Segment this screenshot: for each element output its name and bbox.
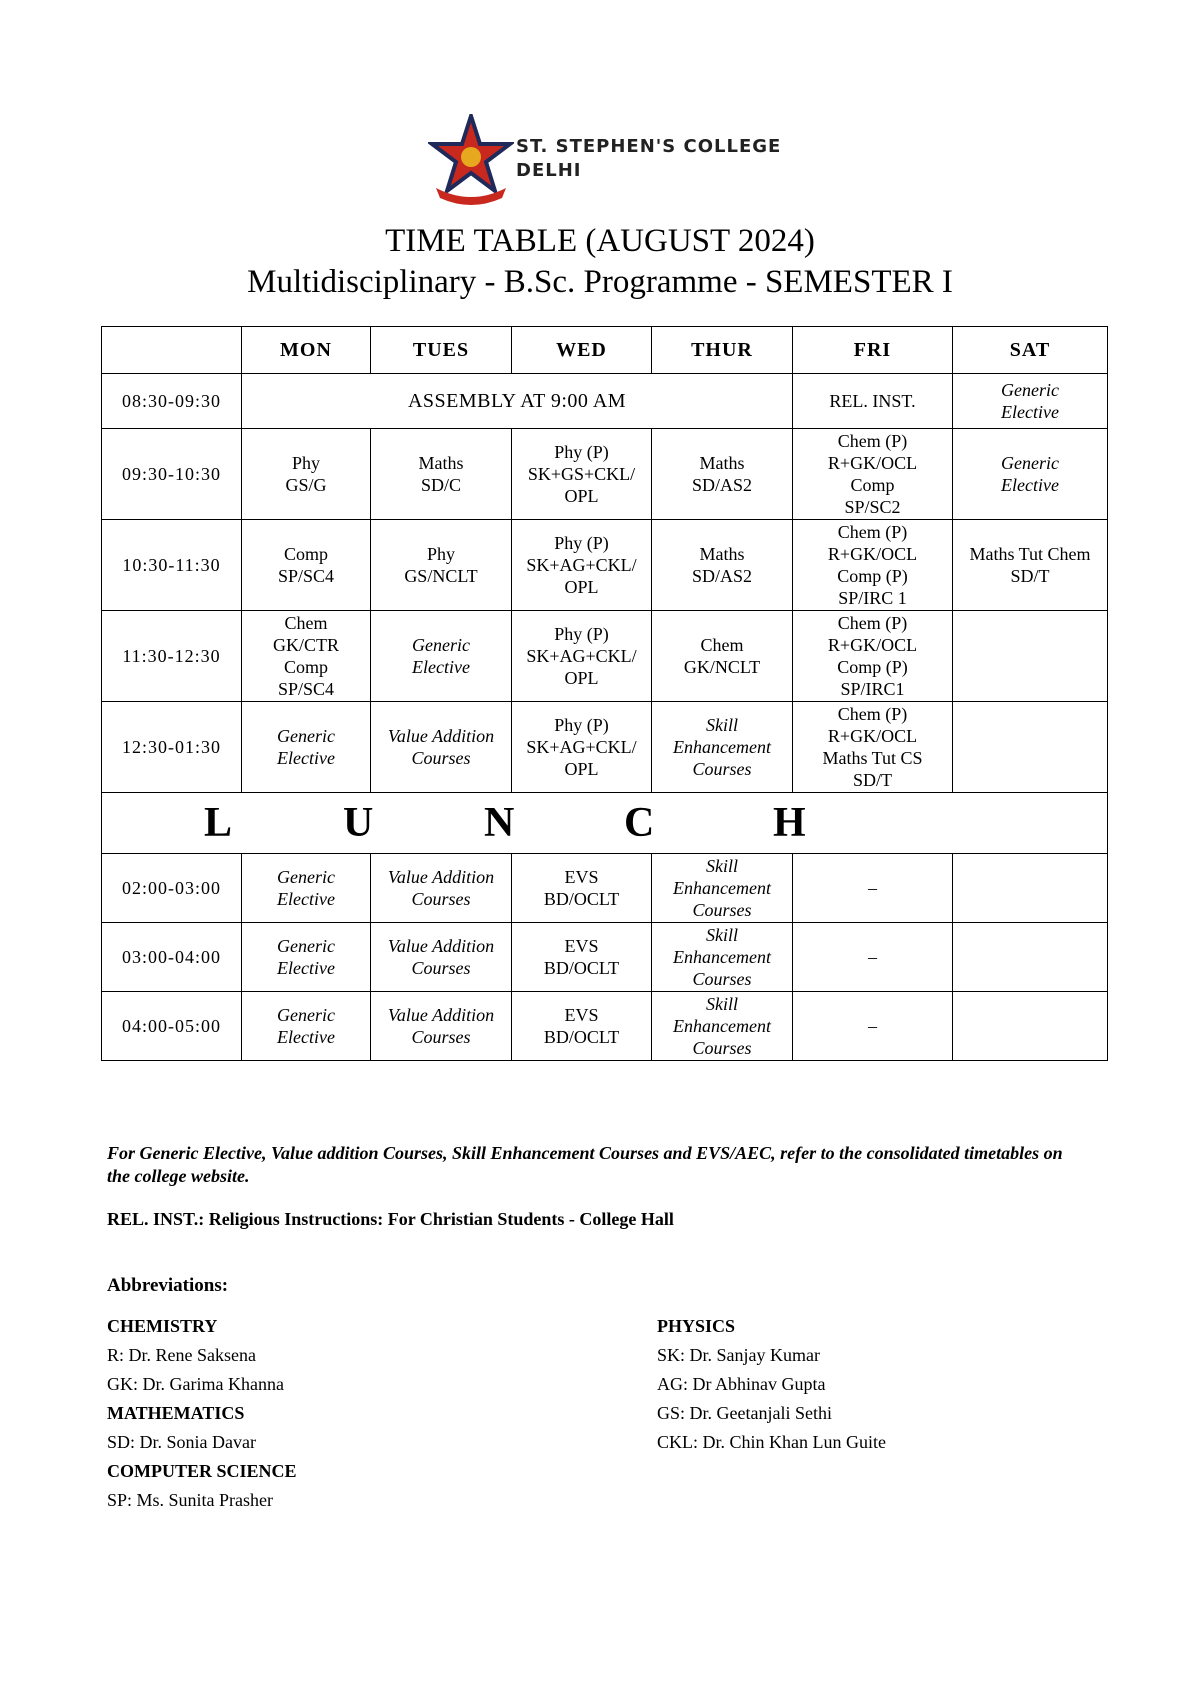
lunch-cell <box>102 793 1108 854</box>
abbreviation-item: GS: Dr. Geetanjali Sethi <box>657 1403 832 1423</box>
cell-line: Generic <box>412 635 470 655</box>
schedule-cell <box>953 992 1108 1061</box>
lunch-letter: C <box>624 800 655 846</box>
abbreviation-heading: PHYSICS <box>657 1316 736 1336</box>
assembly-cell: ASSEMBLY AT 9:00 AM <box>242 374 793 429</box>
day-header: MON <box>242 327 371 374</box>
cell-line: Generic <box>277 726 335 746</box>
cell-line: R+GK/OCL <box>827 726 918 746</box>
abbreviation-heading: COMPUTER SCIENCE <box>107 1461 297 1481</box>
assembly-row <box>102 374 1108 429</box>
lunch-letter: L <box>204 800 233 846</box>
schedule-cell <box>953 854 1108 923</box>
abbreviation-item: R: Dr. Rene Saksena <box>107 1345 256 1365</box>
abbreviation-item: SD: Dr. Sonia Davar <box>107 1432 256 1452</box>
table-row <box>102 520 1108 611</box>
college-logo <box>428 114 788 206</box>
schedule-cell <box>512 611 652 702</box>
cell-line: Phy (P) <box>554 624 609 644</box>
cell-line: Courses <box>692 900 752 920</box>
table-row <box>102 611 1108 702</box>
schedule-cell <box>512 429 652 520</box>
table-row <box>102 992 1108 1061</box>
cell-line: EVS <box>564 1005 599 1025</box>
schedule-cell <box>652 429 793 520</box>
schedule-cell <box>242 611 371 702</box>
day-header: WED <box>512 327 652 374</box>
cell-line: SP/IRC1 <box>840 679 905 699</box>
time-slot: 11:30-12:30 <box>102 611 242 702</box>
cell-line: SD/T <box>1010 566 1050 586</box>
schedule-cell <box>652 702 793 793</box>
cell-line: R+GK/OCL <box>827 544 918 564</box>
schedule-cell <box>652 520 793 611</box>
schedule-cell <box>371 992 512 1061</box>
cell-line: Chem <box>284 613 328 633</box>
schedule-cell <box>242 923 371 992</box>
cell-line: OPL <box>564 577 599 597</box>
cell-line: Value Addition <box>387 867 495 887</box>
cell-line: Maths Tut CS <box>822 748 923 768</box>
cell-line: SD/C <box>420 475 462 495</box>
cell-line: Phy <box>426 544 455 564</box>
cell-line: Value Addition <box>387 726 495 746</box>
abbreviation-item: SK: Dr. Sanjay Kumar <box>657 1345 820 1365</box>
cell-line: SD/T <box>852 770 892 790</box>
cell-line: SK+AG+CKL/ <box>526 737 637 757</box>
cell-line: BD/OCLT <box>543 958 620 978</box>
cell-line: BD/OCLT <box>543 1027 620 1047</box>
cell-line: GS/NCLT <box>404 566 478 586</box>
schedule-cell <box>371 429 512 520</box>
cell-line: SP/SC4 <box>277 566 335 586</box>
cell-line: Enhancement <box>673 878 771 898</box>
schedule-cell <box>242 429 371 520</box>
day-header: SAT <box>953 327 1108 374</box>
cell-line: EVS <box>564 936 599 956</box>
schedule-cell <box>512 702 652 793</box>
cell-line: Maths Tut Chem <box>969 544 1091 564</box>
page-subtitle: Multidisciplinary - B.Sc. Programme - SEMESTER I <box>247 264 953 300</box>
lunch-letter: U <box>343 800 374 846</box>
cell-line: Courses <box>692 1038 752 1058</box>
cell-line: Enhancement <box>673 737 771 757</box>
cell-line: Chem (P) <box>837 704 908 724</box>
cell-line: Comp (P) <box>837 566 908 586</box>
cell-line: R+GK/OCL <box>827 453 918 473</box>
cell-line: Courses <box>411 1027 471 1047</box>
abbreviations-title: Abbreviations: <box>107 1275 229 1296</box>
cell-line: – <box>868 878 877 898</box>
schedule-cell <box>652 992 793 1061</box>
cell-line: Phy <box>291 453 320 473</box>
cell-line: Generic <box>1001 453 1059 473</box>
cell-line: SD/AS2 <box>691 475 753 495</box>
cell-line: Elective <box>277 1027 335 1047</box>
time-slot: 03:00-04:00 <box>102 923 242 992</box>
cell-line: – <box>868 947 877 967</box>
cell-line: Enhancement <box>673 1016 771 1036</box>
schedule-cell <box>953 923 1108 992</box>
college-city: DELHI <box>516 160 582 181</box>
time-slot: 08:30-09:30 <box>102 374 242 429</box>
time-slot: 10:30-11:30 <box>102 520 242 611</box>
schedule-cell <box>652 923 793 992</box>
cell-line: Phy (P) <box>554 442 609 462</box>
cell-line: Comp <box>850 475 895 495</box>
table-row <box>102 923 1108 992</box>
abbreviation-item: SP: Ms. Sunita Prasher <box>107 1490 274 1510</box>
cell-line: Chem (P) <box>837 522 908 542</box>
cell-line: OPL <box>564 668 599 688</box>
cell-line: SD/AS2 <box>691 566 753 586</box>
timetable <box>101 326 1108 1061</box>
schedule-cell <box>953 611 1108 702</box>
schedule-cell <box>793 854 953 923</box>
abbreviation-heading: CHEMISTRY <box>107 1316 218 1336</box>
rel-inst-cell: REL. INST. <box>793 374 953 429</box>
cell-line: SK+GS+CKL/ <box>527 464 636 484</box>
abbreviations-right-column <box>657 1312 886 1457</box>
cell-line: Chem <box>700 635 744 655</box>
schedule-cell <box>953 429 1108 520</box>
schedule-cell <box>242 992 371 1061</box>
schedule-cell <box>512 854 652 923</box>
rel-inst-note: REL. INST.: Religious Instructions: For Christian Students - College Hall <box>107 1209 674 1229</box>
schedule-cell <box>371 702 512 793</box>
day-header: THUR <box>652 327 793 374</box>
schedule-cell <box>242 702 371 793</box>
cell-line: Chem (P) <box>837 613 908 633</box>
abbreviation-item: GK: Dr. Garima Khanna <box>107 1374 284 1394</box>
cell-line: GK/NCLT <box>683 657 761 677</box>
cell-line: SP/IRC 1 <box>838 588 907 608</box>
cell-line: Elective <box>277 748 335 768</box>
abbreviations-left-column <box>107 1312 297 1515</box>
schedule-cell <box>793 923 953 992</box>
cell-line: GK/CTR <box>272 635 339 655</box>
abbreviation-item: AG: Dr Abhinav Gupta <box>657 1374 826 1394</box>
table-row <box>102 854 1108 923</box>
day-header: FRI <box>793 327 953 374</box>
cell-line: BD/OCLT <box>543 889 620 909</box>
schedule-cell <box>953 520 1108 611</box>
elective-cell <box>953 374 1108 429</box>
day-header: TUES <box>371 327 512 374</box>
cell-line: Generic <box>277 867 335 887</box>
schedule-cell <box>371 854 512 923</box>
schedule-cell <box>793 702 953 793</box>
page-title: TIME TABLE (AUGUST 2024) <box>385 223 815 259</box>
cell-line: Courses <box>692 969 752 989</box>
schedule-cell <box>512 520 652 611</box>
cell-line: SP/SC2 <box>844 497 901 517</box>
time-slot: 09:30-10:30 <box>102 429 242 520</box>
cell-line: Chem (P) <box>837 431 908 451</box>
schedule-cell <box>793 520 953 611</box>
cell-line: Elective <box>1001 402 1059 422</box>
cell-line: Generic <box>277 936 335 956</box>
cell-line: Value Addition <box>387 936 495 956</box>
schedule-cell <box>652 854 793 923</box>
lunch-letter: H <box>773 800 806 846</box>
schedule-cell <box>953 702 1108 793</box>
cell-line: Phy (P) <box>554 533 609 553</box>
cell-line: Elective <box>277 958 335 978</box>
star-emblem-icon <box>428 114 514 206</box>
table-row <box>102 702 1108 793</box>
table-row <box>102 429 1108 520</box>
cell-line: Comp (P) <box>837 657 908 677</box>
schedule-cell <box>793 429 953 520</box>
cell-line: Elective <box>412 657 470 677</box>
cell-line: Skill <box>706 856 738 876</box>
cell-line: Value Addition <box>387 1005 495 1025</box>
schedule-cell <box>371 611 512 702</box>
schedule-cell <box>371 923 512 992</box>
cell-line: Maths <box>418 453 464 473</box>
schedule-cell <box>242 520 371 611</box>
cell-line: GS/G <box>285 475 327 495</box>
cell-line: Enhancement <box>673 947 771 967</box>
schedule-cell <box>652 611 793 702</box>
lunch-row <box>102 793 1108 854</box>
cell-line: Generic <box>277 1005 335 1025</box>
cell-line: Skill <box>706 925 738 945</box>
corner-cell <box>102 327 242 374</box>
cell-line: Skill <box>706 715 738 735</box>
lunch-letter: N <box>484 800 515 846</box>
cell-line: Courses <box>411 748 471 768</box>
cell-line: Elective <box>277 889 335 909</box>
cell-line: Comp <box>283 657 328 677</box>
abbreviation-item: CKL: Dr. Chin Khan Lun Guite <box>657 1432 886 1452</box>
cell-line: Phy (P) <box>554 715 609 735</box>
cell-line: – <box>868 1016 877 1036</box>
cell-line: Courses <box>692 759 752 779</box>
generic-elective-note: For Generic Elective, Value addition Courses, Skill Enhancement Courses and EVS/AEC, refer to the consolidated timetables on the college website. <box>107 1143 1063 1186</box>
cell-line: R+GK/OCL <box>827 635 918 655</box>
cell-line: Maths <box>699 544 745 564</box>
schedule-cell <box>242 854 371 923</box>
time-slot: 02:00-03:00 <box>102 854 242 923</box>
cell-line: Courses <box>411 958 471 978</box>
cell-line: Maths <box>699 453 745 473</box>
cell-line: Generic <box>1001 380 1059 400</box>
cell-line: EVS <box>564 867 599 887</box>
time-slot: 12:30-01:30 <box>102 702 242 793</box>
time-slot: 04:00-05:00 <box>102 992 242 1061</box>
cell-line: SK+AG+CKL/ <box>526 646 637 666</box>
cell-line: SP/SC4 <box>277 679 335 699</box>
schedule-cell <box>793 992 953 1061</box>
cell-line: OPL <box>564 486 599 506</box>
schedule-cell <box>512 923 652 992</box>
schedule-cell <box>512 992 652 1061</box>
header-row <box>102 327 1108 374</box>
cell-line: Courses <box>411 889 471 909</box>
cell-line: Elective <box>1001 475 1059 495</box>
cell-line: Skill <box>706 994 738 1014</box>
college-name: ST. STEPHEN'S COLLEGE <box>516 136 782 157</box>
cell-line: SK+AG+CKL/ <box>526 555 637 575</box>
cell-line: OPL <box>564 759 599 779</box>
schedule-cell <box>371 520 512 611</box>
schedule-cell <box>793 611 953 702</box>
cell-line: Comp <box>283 544 328 564</box>
abbreviation-heading: MATHEMATICS <box>107 1403 245 1423</box>
